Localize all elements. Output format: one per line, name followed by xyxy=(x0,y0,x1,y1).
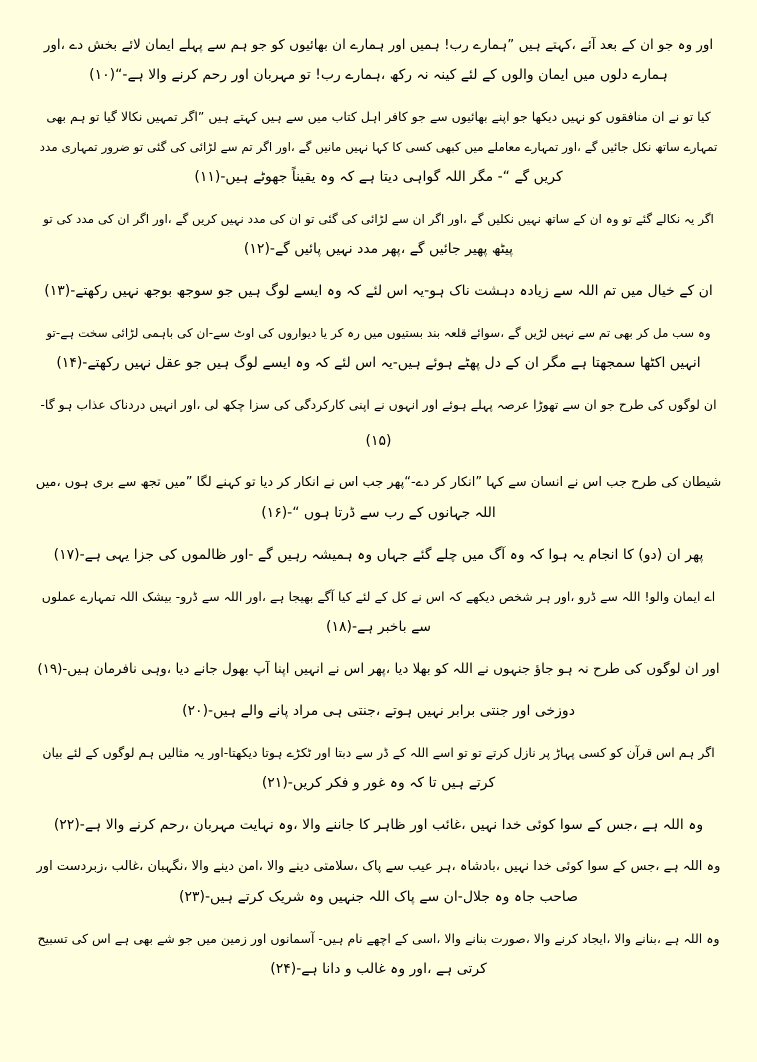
verse-18 xyxy=(0,582,757,642)
verse-line: پھر ان (دو) کا انجام یہ ہوا کہ وہ آگ میں چلے گئے جہاں وہ ہمیشہ رہیں گے -اور ظالموں کی جزا یہی ہے-(۱۷) xyxy=(53,547,704,563)
verse-line: وہ اللہ ہے ،بنانے والا ،ایجاد کرنے والا ،صورت بنانے والا ،اسی کے اچھے نام ہیں- آسمانوں اور زمین میں جو شے بھی ہے اس کی تسبیح xyxy=(37,931,720,946)
verse-line: وہ اللہ ہے ،جس کے سوا کوئی خدا نہیں ،غائب اور ظاہر کا جاننے والا ،وہ نہایت مہربان ،رحم کرنے والا ہے-(۲۲) xyxy=(53,817,704,833)
verse-24 xyxy=(0,924,757,984)
verse-10 xyxy=(0,30,757,90)
verse-number: (۱۵) xyxy=(365,433,392,449)
verse-22 xyxy=(0,810,757,840)
verse-line: اگر یہ نکالے گئے تو وہ ان کے ساتھ نہیں نکلیں گے ،اور اگر ان سے لڑائی کی گئی تو ان کی مدد نہیں کریں گے ،اور اگر ان کی مدد کی تو xyxy=(43,212,714,226)
verse-16 xyxy=(0,468,757,528)
verse-line: صاحب جاہ وہ جلال-ان سے پاک اللہ جنہیں وہ شریک کرتے ہیں-(۲۳) xyxy=(178,889,579,905)
verse-line: انہیں اکٹھا سمجھتا ہے مگر ان کے دل پھٹے ہوئے ہیں-یہ اس لئے کہ وہ ایسے لوگ ہیں جو عقل نہیں رکھتے-(۱۴) xyxy=(56,355,701,371)
verse-line: ان کے خیال میں تم اللہ سے زیادہ دہشت ناک ہو-یہ اس لئے کہ وہ ایسے لوگ ہیں جو سوجھ بوجھ نہیں رکھتے-(۱۳) xyxy=(44,283,713,299)
verse-line: سے باخبر ہے-(۱۸) xyxy=(325,619,432,635)
verse-20 xyxy=(0,696,757,726)
verse-17 xyxy=(0,540,757,570)
verse-line: تمہارے ساتھ نکل جائیں گے ،اور تمہارے معاملے میں کبھی کسی کا کہا نہیں مانیں گے ،اور اگر تم سے لڑائی کی گئی تو ضرور تمہاری مدد xyxy=(39,140,718,154)
verse-line: ہمارے دلوں میں ایمان والوں کے لئے کینہ نہ رکھ ،ہمارے رب! تو مہربان اور رحم کرنے والا ہے-“(۱۰) xyxy=(89,67,668,83)
verse-21 xyxy=(0,738,757,798)
verse-12 xyxy=(0,204,757,264)
verse-line: شیطان کی طرح جب اس نے انسان سے کہا ”انکار کر دے-“پھر جب اس نے انکار کر دیا تو کہنے لگا ”میں تجھ سے بری ہوں ،میں xyxy=(35,475,722,490)
verse-11 xyxy=(0,102,757,192)
verse-19 xyxy=(0,654,757,684)
verse-line: وہ سب مل کر بھی تم سے نہیں لڑیں گے ،سوائے قلعہ بند بستیوں میں رہ کر یا دیواروں کی اوٹ سے-ان کی باہمی لڑائی سخت ہے-تو xyxy=(46,326,711,340)
verse-line: کریں گے “- مگر اللہ گواہی دیتا ہے کہ وہ یقیناً جھوٹے ہیں-(۱۱) xyxy=(194,169,563,185)
verse-13 xyxy=(0,276,757,306)
verse-14 xyxy=(0,318,757,378)
verse-line: کیا تو نے ان منافقوں کو نہیں دیکھا جو اپنے بھائیوں سے جو کافر اہل کتاب میں سے ہیں کہتے ہیں ”اگر تمہیں نکالا گیا تو ہم بھی xyxy=(46,109,711,124)
verse-23 xyxy=(0,852,757,912)
verse-line: اللہ جہانوں کے رب سے ڈرتا ہوں “-(۱۶) xyxy=(261,505,496,521)
verse-line: کرتی ہے ،اور وہ غالب و دانا ہے-(۲۴) xyxy=(270,961,487,977)
verse-line: اور ان لوگوں کی طرح نہ ہو جاؤ جنہوں نے اللہ کو بھلا دیا ،پھر اس نے انہیں اپنا آپ بھول جانے دیا ،وہی نافرمان ہیں-(۱۹) xyxy=(37,661,720,677)
verse-15 xyxy=(0,390,757,456)
verse-line: اے ایمان والو! اللہ سے ڈرو ،اور ہر شخص دیکھے کہ اس نے کل کے لئے کیا آگے بھیجا ہے ،اور اللہ سے ڈرو- بیشک اللہ تمہارے عملوں xyxy=(41,589,716,604)
verse-line: وہ اللہ ہے ،جس کے سوا کوئی خدا نہیں ،بادشاہ ،ہر عیب سے پاک ،سلامتی دینے والا ،امن دینے والا ،نگہبان ،غالب ،زبردست اور xyxy=(36,859,721,874)
verse-line: اور وہ جو ان کے بعد آئے ،کہتے ہیں ”ہمارے رب! ہمیں اور ہمارے ان بھائیوں کو جو ہم سے پہلے ایمان لائے بخش دے ،اور xyxy=(43,37,714,53)
verse-line: دوزخی اور جنتی برابر نہیں ہوتے ،جنتی ہی مراد پانے والے ہیں-(۲۰) xyxy=(182,703,575,719)
verse-line: کرتے ہیں تا کہ وہ غور و فکر کریں-(۲۱) xyxy=(261,775,496,791)
verse-line: اگر ہم اس قرآن کو کسی پہاڑ پر نازل کرتے تو تو اسے اللہ کے ڈر سے دبتا اور ٹکڑے ہوتا دیکھتا-اور یہ مثالیں ہم لوگوں کے لئے بیان xyxy=(42,745,715,760)
verse-line: ان لوگوں کی طرح جو ان سے تھوڑا عرصہ پہلے ہوئے اور انہوں نے اپنی کارکردگی کی سزا چکھ لی ،اور انہیں دردناک عذاب ہو گا- xyxy=(40,397,717,412)
verse-line: پیٹھ پھیر جائیں گے ،پھر مدد نہیں پائیں گے-(۱۲) xyxy=(243,241,514,257)
